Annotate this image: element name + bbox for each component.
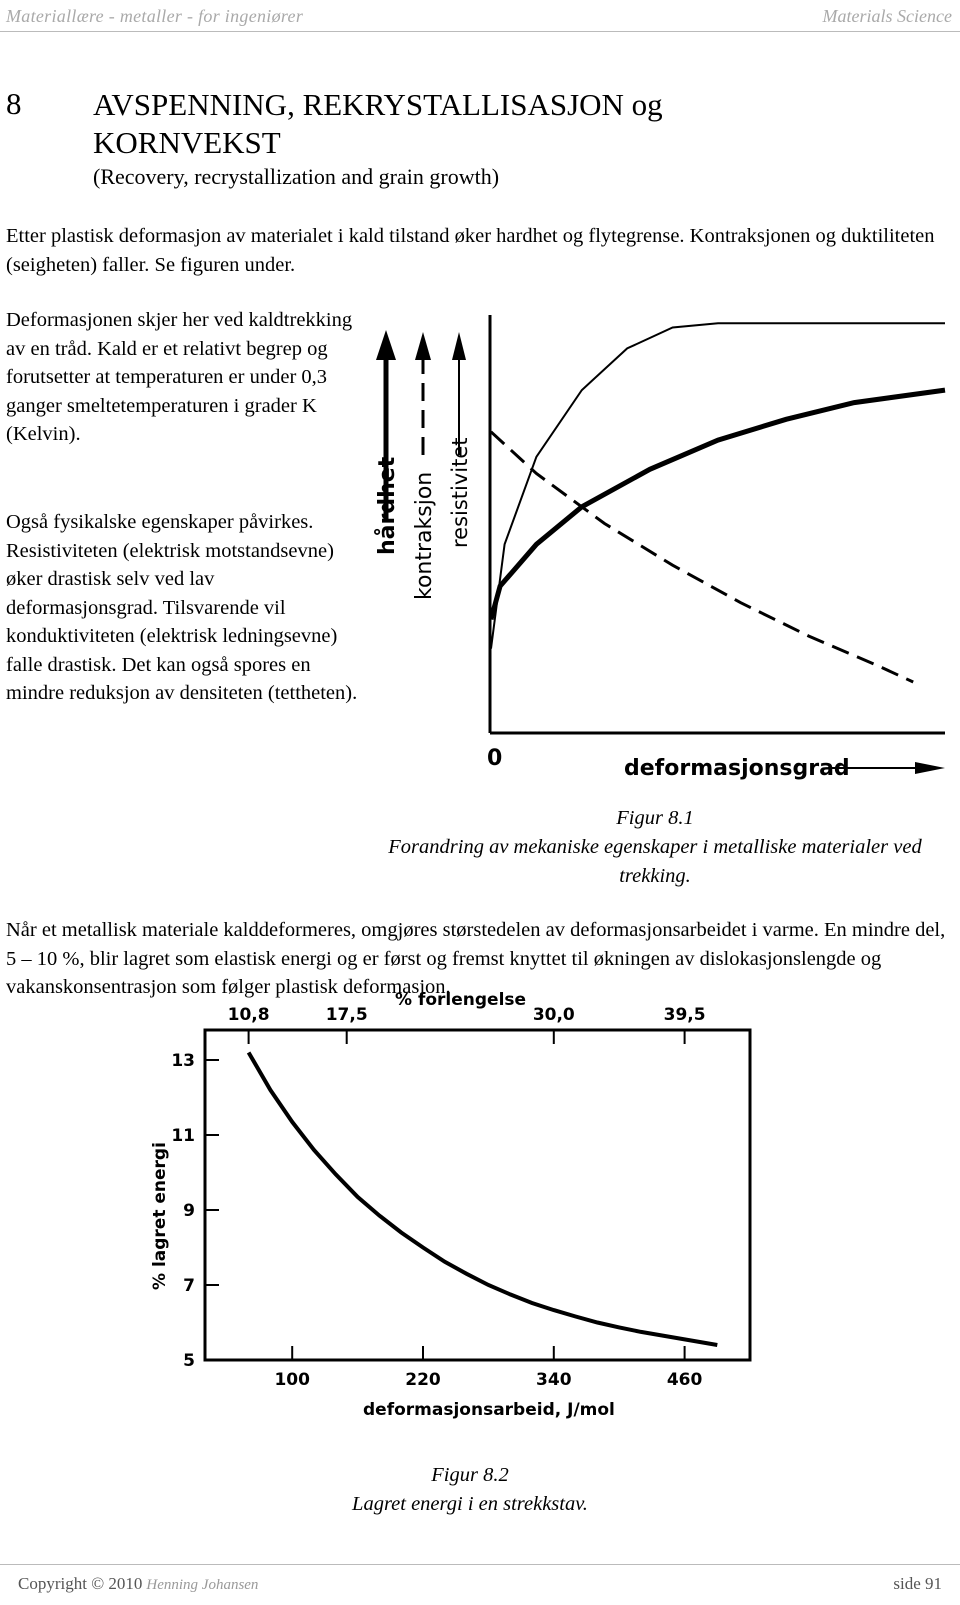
author-signature: Henning Johansen	[146, 1577, 259, 1593]
top-tick-label: 30,0	[532, 1005, 575, 1025]
x-tick-label: 340	[536, 1370, 572, 1390]
y-tick-label: 9	[183, 1201, 195, 1221]
footer-page-number: side 91	[893, 1574, 942, 1593]
page-header	[0, 0, 960, 32]
y-tick-label: 7	[183, 1276, 195, 1296]
deformation-paragraph: Deformasjonen skjer her ved kaldtrekking av en tråd. Kald er et relativt begrep og forutsetter at temperaturen er under 0,3 ganger smeltetemperaturen i grader K (Kelvin).	[6, 309, 353, 445]
figure-8-2-chart	[140, 990, 780, 1440]
curve-kontraksjon	[491, 432, 913, 682]
header-book-title: Materiallære - metaller - for ingeniører	[6, 6, 304, 26]
x-axis-arrowhead	[915, 762, 945, 774]
header-subject: Materials Science	[822, 6, 952, 26]
series-label-resistivitet: resistivitet	[448, 437, 472, 548]
resistivity-arrowhead	[452, 332, 466, 360]
figure-8-1-chart	[360, 300, 960, 800]
figure-8-2-caption-title: Figur 8.2	[431, 1464, 509, 1486]
chapter-number: 8	[6, 86, 22, 121]
hardness-arrowhead	[376, 330, 396, 360]
footer-copyright: Copyright © 2010 Henning Johansen	[18, 1574, 259, 1593]
y-tick-label: 5	[183, 1351, 195, 1371]
figure-8-1-caption-title: Figur 8.1	[616, 807, 694, 829]
figure-8-1-caption	[380, 804, 930, 891]
plot-frame	[205, 1030, 750, 1360]
series-label-hardhet: hårdhet	[375, 456, 400, 555]
intro-paragraph: Etter plastisk deformasjon av materialet i kald tilstand øker hardhet og flytegrense. Kontraksjonen og duktiliteten (seigheten) faller. Se figuren under.	[6, 225, 935, 276]
figure-8-2-series	[249, 1053, 718, 1346]
footer-divider	[0, 1564, 960, 1565]
top-tick-label: 17,5	[325, 1005, 368, 1025]
top-axis-label: % forlengelse	[395, 990, 527, 1010]
stored-energy-paragraph: Når et metallisk materiale kalddeformeres, omgjøres størstedelen av deformasjonsarbeidet i varme. En mindre del, 5 – 10 %, blir lagret som elastisk energi og er først og fremst knyttet til økningen av dislokasjonslengde og vakanskonsentrasjon som følger plastisk deformasjon.	[6, 919, 946, 998]
origin-label: 0	[487, 746, 503, 771]
x-tick-label: 460	[666, 1370, 703, 1390]
figure-8-1-caption-text: Forandring av mekaniske egenskaper i metalliske materialer ved trekking.	[388, 836, 922, 887]
physical-properties-paragraph: Også fysikalske egenskaper påvirkes. Resistiviteten (elektrisk motstandsevne) øker drastisk selv ved lav deformasjonsgrad. Tilsvarende vil konduktiviteten (elektrisk ledningsevne) falle drastisk. Det kan også spores en mindre reduksjon av densiteten (tettheten).	[6, 511, 358, 704]
x-tick-label: 220	[405, 1370, 441, 1390]
figure-8-2-ticks	[171, 1005, 705, 1390]
top-tick-label: 39,5	[663, 1005, 706, 1025]
y-tick-label: 11	[171, 1126, 195, 1146]
curve-resistivitet	[491, 323, 945, 648]
stored-energy-curve	[249, 1053, 718, 1346]
chapter-subtitle: (Recovery, recrystallization and grain growth)	[93, 164, 500, 189]
chapter-title: AVSPENNING, REKRYSTALLISASJON og KORNVEKST	[93, 87, 663, 160]
x-axis-label: deformasjonsgrad	[624, 756, 850, 781]
figure-8-1-series	[491, 323, 945, 682]
figure-8-2-caption-text: Lagret energi i en strekkstav.	[352, 1493, 588, 1515]
y-axis-label: % lagret energi	[150, 1142, 170, 1290]
header-divider	[0, 31, 960, 32]
x-axis-label: deformasjonsarbeid, J/mol	[363, 1400, 615, 1420]
figure-8-2-caption	[250, 1461, 690, 1519]
x-tick-label: 100	[274, 1370, 310, 1390]
contraction-arrowhead	[415, 332, 431, 360]
top-tick-label: 10,8	[227, 1005, 270, 1025]
series-label-kontraksjon: kontraksjon	[412, 471, 437, 600]
y-tick-label: 13	[171, 1051, 195, 1071]
